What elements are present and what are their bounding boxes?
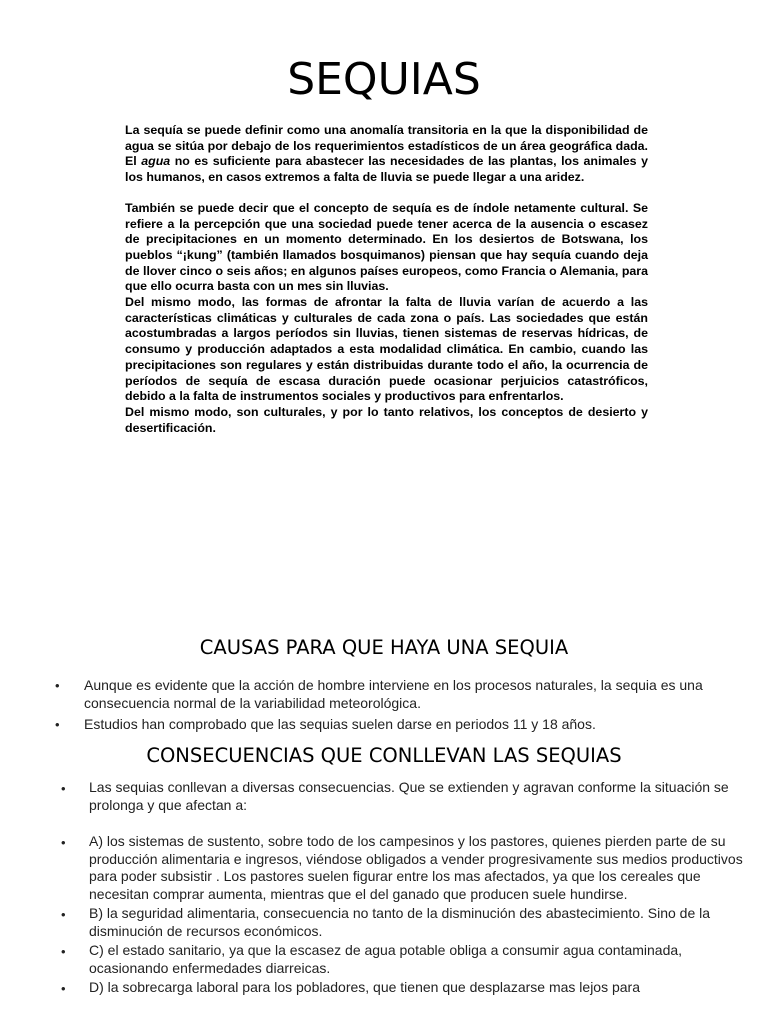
bullet-icon: • <box>61 835 66 850</box>
consecuencias-list <box>61 779 744 997</box>
intro-p1-text-end: no es suficiente para abastecer las necesidades de las plantas, los animales y los humanos, en casos extremos a falta de lluvia se puede llegar a una aridez. <box>125 154 649 185</box>
page-title: SEQUIAS <box>287 54 481 105</box>
intro-text-block <box>125 123 648 436</box>
bullet-icon: • <box>61 981 66 996</box>
bullet-icon: • <box>61 944 66 959</box>
list-item-text: Las sequias conllevan a diversas consecuencias. Que se extienden y agravan conforme la situación se prolonga y que afectan a: <box>89 779 729 813</box>
consecuencias-heading: CONSECUENCIAS QUE CONLLEVAN LAS SEQUIAS <box>146 744 622 767</box>
list-item <box>61 779 744 814</box>
bullet-icon: • <box>55 717 60 732</box>
bullet-icon: • <box>61 781 66 796</box>
list-item-text: Estudios han comprobado que las sequias suelen darse en periodos 11 y 18 años. <box>84 716 596 732</box>
intro-paragraph-2: También se puede decir que el concepto de sequía es de índole netamente cultural. Se refiere a la percepción que una sociedad puede tener acerca de la ausencia o escasez de precipitaciones en un momento determinado. En los desiertos de Botswana, los pueblos “¡kung” (también llamados bosquimanos) piensan que hay sequía cuando deja de llover cinco o seis años; en algunos países europeos, como Francia o Alemania, para que ello ocurra basta con un mes sin lluvias. <box>125 200 648 294</box>
list-item <box>61 833 744 903</box>
list-item-text: Aunque es evidente que la acción de hombre interviene en los procesos naturales, la sequia es una consecuencia normal de la variabilidad meteorológica. <box>84 677 703 711</box>
bullet-icon: • <box>61 907 66 922</box>
list-item <box>61 979 744 997</box>
bullet-icon: • <box>55 678 60 693</box>
causas-heading: CAUSAS PARA QUE HAYA UNA SEQUIA <box>199 636 569 659</box>
intro-paragraph-3: Del mismo modo, las formas de afrontar la falta de lluvia varían de acuerdo a las características climáticas y culturales de cada zona o país. Las sociedades que están acostumbradas a largos períodos sin lluvias, tienen sistemas de reservas hídricas, de consumo y producción adaptados a esta modalidad climática. En cambio, cuando las precipitaciones son regulares y están distribuidas durante todo el año, la ocurrencia de períodos de sequía de escasa duración puede ocasionar perjuicios catastróficos, debido a la falta de instrumentos sociales y productivos para enfrentarlos. <box>125 295 648 404</box>
list-item-text: D) la sobrecarga laboral para los pobladores, que tienen que desplazarse mas lejos para <box>89 979 640 995</box>
list-item-text: C) el estado sanitario, ya que la escasez de agua potable obliga a consumir agua contaminada, ocasionando enfermedades diarreicas. <box>89 942 683 976</box>
list-item-text: B) la seguridad alimentaria, consecuencia no tanto de la disminución des abastecimiento. Sino de la disminución de recursos económicos. <box>89 905 711 939</box>
list-item-text: A) los sistemas de sustento, sobre todo de los campesinos y los pastores, quienes pierden parte de su producción alimentaria e ingresos, viéndose obligados a vender progresivamente sus medios productivos para poder subsistir . Los pastores suelen figurar entre los mas afectados, ya que los cereales que necesitan comprar aumenta, mientras que el del ganado que producen suele hundirse. <box>89 833 743 902</box>
list-item <box>55 716 744 734</box>
intro-paragraph-4: Del mismo modo, son culturales, y por lo tanto relativos, los conceptos de desierto y desertificación. <box>125 404 648 435</box>
list-item <box>55 677 744 712</box>
intro-p1-emphasis: agua <box>141 154 171 169</box>
list-item <box>61 942 744 977</box>
intro-paragraph-1 <box>125 123 648 186</box>
intro-p1-text: La sequía se puede definir como una anomalía transitoria en la que la disponibilidad de agua se sitúa por debajo de los requerimientos estadísticos de un área geográfica dada. El <box>125 123 648 169</box>
causas-list <box>55 677 744 734</box>
list-item <box>61 905 744 940</box>
